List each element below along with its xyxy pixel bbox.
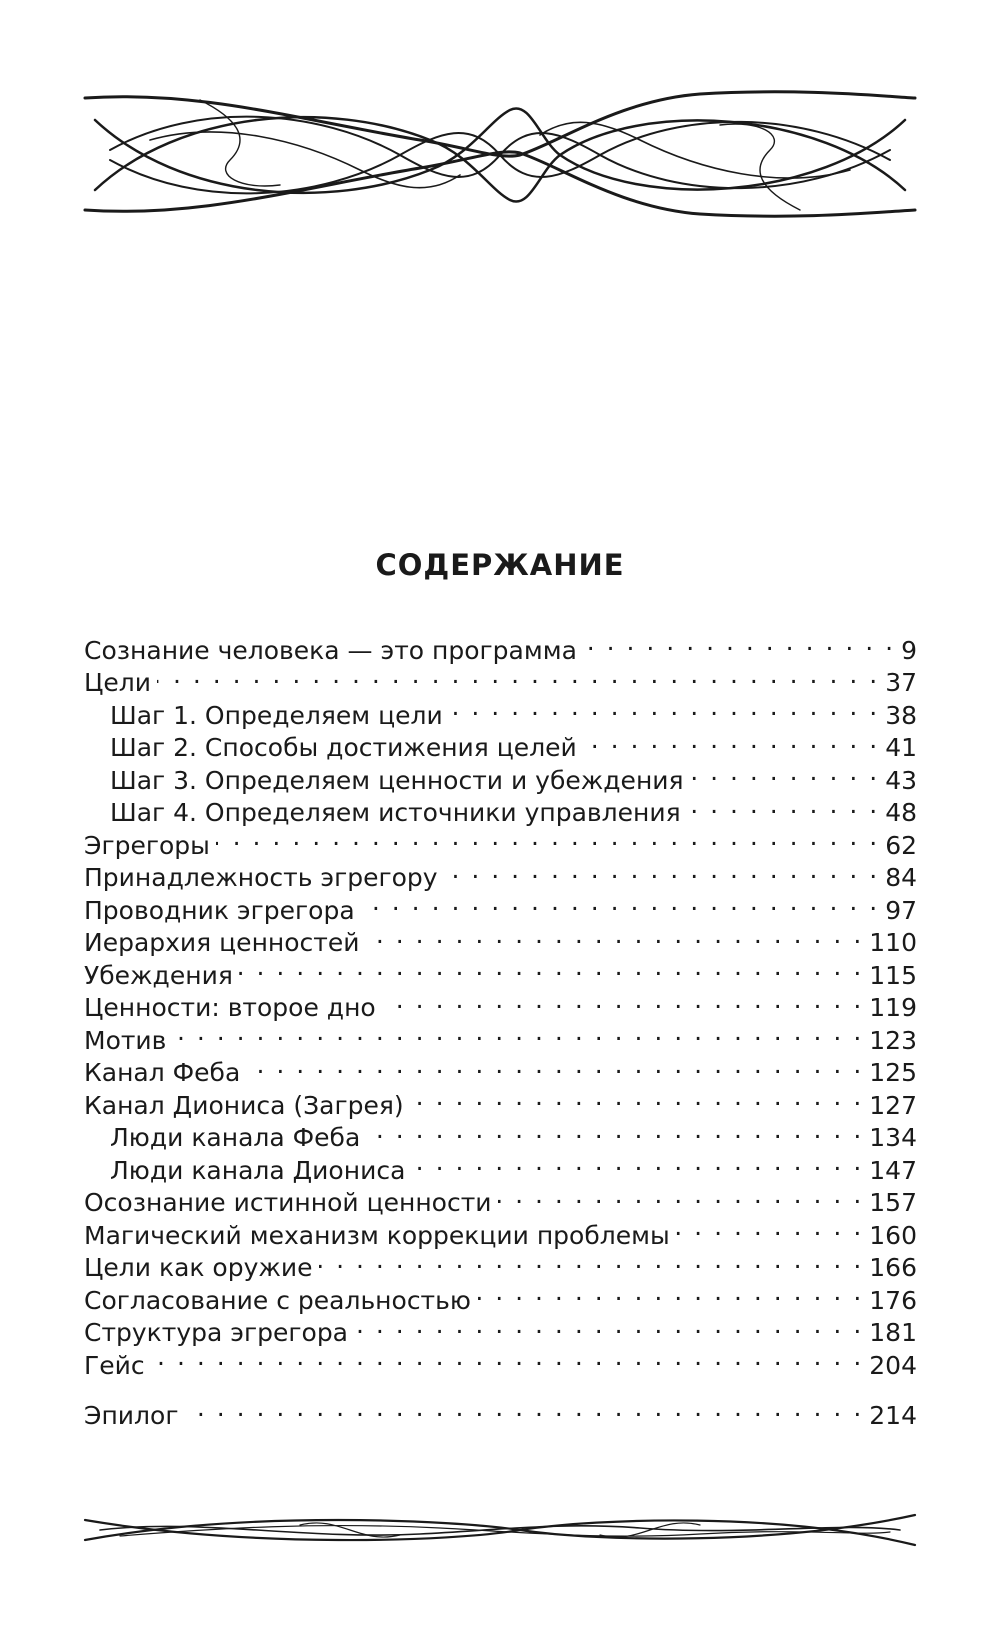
dot-leader (184, 1392, 863, 1425)
toc-entry-label: Канал Феба (84, 1058, 241, 1087)
toc-entry-page-number: 38 (885, 700, 917, 730)
dot-leader (354, 1309, 863, 1342)
toc-entry-label: Цели как оружие (84, 1253, 313, 1282)
toc-entry-label: Магический механизм коррекции проблемы (84, 1220, 670, 1250)
toc-entry-label: Структура эгрегора (84, 1318, 349, 1347)
toc-entry-page-number: 84 (885, 863, 917, 892)
toc-entry-page-number: 176 (869, 1285, 917, 1315)
page-title: СОДЕРЖАНИЕ (375, 548, 625, 582)
dot-leader (382, 984, 864, 1017)
toc-entry-label: Убеждения (84, 960, 233, 990)
toc-entry (84, 659, 917, 697)
toc-entry-page-number: 181 (869, 1318, 917, 1347)
toc-entry-page-number: 166 (869, 1253, 917, 1282)
dot-leader (246, 1049, 863, 1082)
toc-entry-page-number: 97 (885, 895, 917, 925)
dot-leader (411, 1146, 863, 1179)
toc-entry-label: Гейс (84, 1350, 145, 1380)
toc-entry-label: Шаг 2. Способы достижения целей (110, 733, 577, 762)
toc-entry-page-number: 127 (869, 1090, 917, 1120)
flourish-icon (0, 80, 1000, 230)
dot-leader (157, 659, 879, 692)
dot-leader (366, 919, 864, 952)
toc-entry-page-number: 147 (869, 1155, 917, 1185)
toc-entry-page-number: 214 (869, 1401, 917, 1430)
toc-entry-page-number: 48 (885, 798, 917, 827)
dot-leader (172, 1016, 863, 1049)
toc-entry (84, 691, 917, 730)
toc-entry-page-number: 9 (901, 635, 917, 665)
toc-entry-label: Проводник эгрегора (84, 895, 355, 925)
toc-entry-label: Иерархия ценностей (84, 928, 360, 957)
toc-entry-label: Шаг 1. Определяем цели (110, 700, 443, 730)
toc-entry-label: Сознание человека — это программа (84, 635, 577, 665)
toc-entry-label: Эпилог (84, 1401, 179, 1430)
dot-leader (444, 854, 880, 887)
dot-leader (151, 1341, 864, 1374)
toc-entry-page-number: 134 (869, 1123, 917, 1152)
flourish-icon (0, 1500, 1000, 1560)
toc-entry (84, 1016, 917, 1055)
toc-entry (84, 1049, 917, 1087)
top-ornament (0, 80, 1000, 230)
toc-entry-label: Шаг 3. Определяем ценности и убеждения (110, 765, 684, 795)
toc-entry-label: Мотив (84, 1025, 167, 1055)
toc-spacer (84, 1374, 917, 1392)
toc-entry-page-number: 62 (885, 830, 917, 860)
toc-entry-label: Осознание истинной ценности (84, 1188, 492, 1217)
toc-entry-label: Эгрегоры (84, 830, 210, 860)
toc-entry-page-number: 123 (869, 1025, 917, 1055)
dot-leader (690, 756, 880, 789)
toc-entry-page-number: 125 (869, 1058, 917, 1087)
toc-entry-label: Люди канала Феба (110, 1123, 361, 1152)
toc-entry-page-number: 37 (885, 668, 917, 697)
toc-entry-page-number: 119 (869, 993, 917, 1022)
toc-entry-label: Шаг 4. Определяем источники управления (110, 798, 681, 827)
toc-entry-page-number: 204 (869, 1350, 917, 1380)
toc-entry (84, 1392, 917, 1430)
dot-leader (361, 886, 880, 919)
toc-entry (84, 626, 917, 665)
toc-entry-page-number: 43 (885, 765, 917, 795)
toc-entry-page-number: 157 (869, 1188, 917, 1217)
dot-leader (319, 1244, 864, 1277)
toc-entry-label: Согласование с реальностью (84, 1285, 471, 1315)
dot-leader (449, 691, 879, 724)
dot-leader (477, 1276, 863, 1309)
toc-entry-page-number: 110 (869, 928, 917, 957)
toc-entry-page-number: 160 (869, 1220, 917, 1250)
dot-leader (366, 1114, 863, 1147)
toc-entry-label: Ценности: второе дно (84, 993, 376, 1022)
toc-entry-page-number: 41 (885, 733, 917, 762)
dot-leader (216, 821, 879, 854)
dot-leader (583, 724, 879, 757)
dot-leader (676, 1211, 864, 1244)
table-of-contents (84, 626, 917, 1430)
dot-leader (583, 626, 895, 659)
dot-leader (239, 951, 863, 984)
bottom-ornament (0, 1500, 1000, 1560)
toc-entry-label: Люди канала Диониса (110, 1155, 406, 1185)
toc-entry-label: Цели (84, 668, 152, 697)
toc-entry (84, 1341, 917, 1380)
dot-leader (498, 1179, 864, 1212)
dot-leader (410, 1081, 864, 1114)
toc-entry-label: Принадлежность эгрегору (84, 863, 438, 892)
toc-entry-label: Канал Диониса (Загрея) (84, 1090, 404, 1120)
dot-leader (687, 789, 880, 822)
toc-entry-page-number: 115 (869, 960, 917, 990)
